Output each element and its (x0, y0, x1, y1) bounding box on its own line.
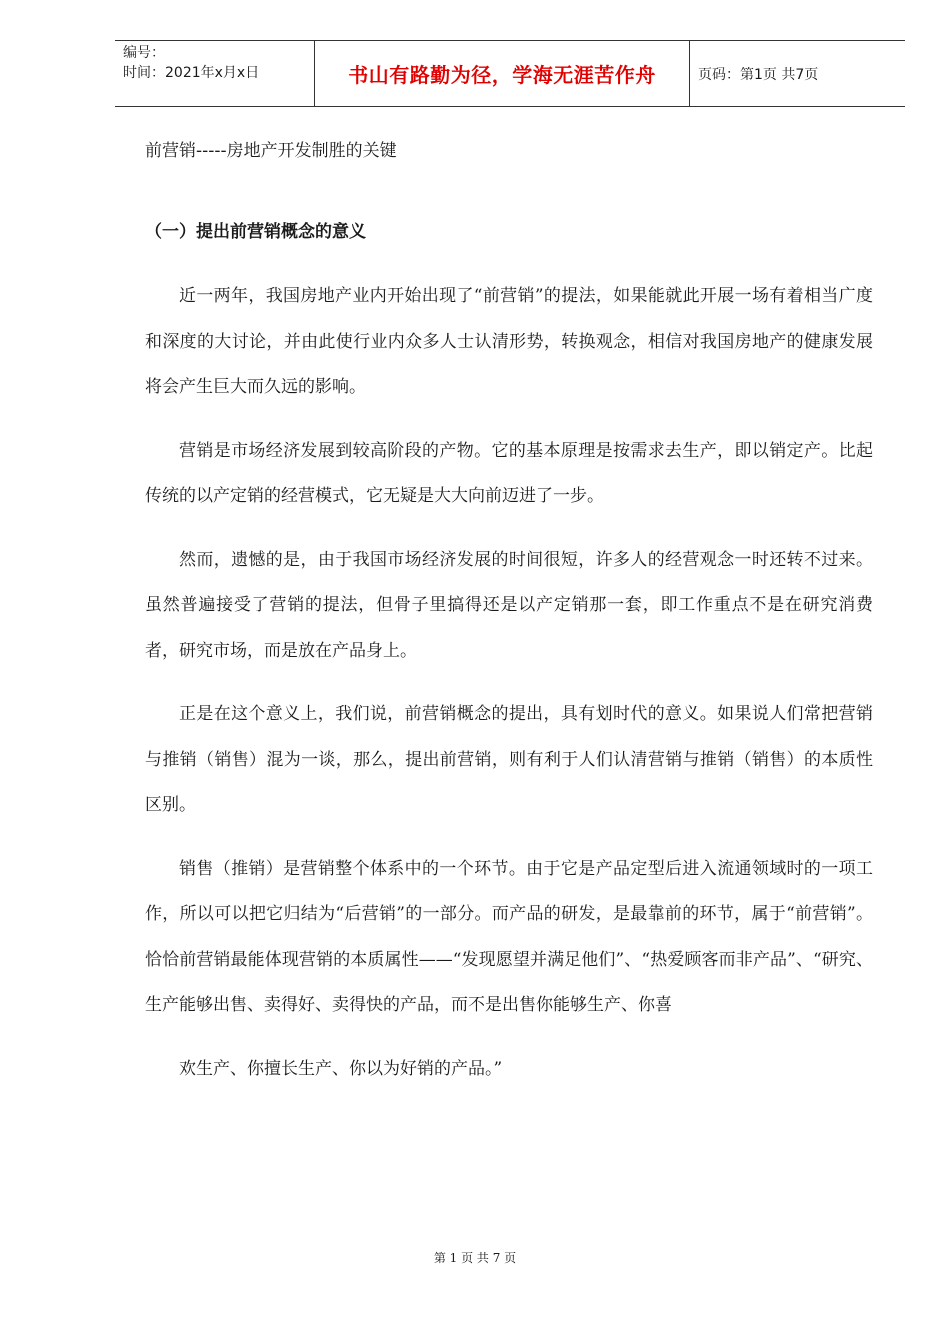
paragraph: 欢生产、你擅长生产、你以为好销的产品。” (179, 1058, 503, 1079)
page-footer: 第 1 页 共 7 页 (433, 1251, 517, 1265)
paragraph: 然而，遗憾的是，由于我国市场经济发展的时间很短，许多人的经营观念一时还转不过来。虽然普遍接受了营销的提法，但骨子里搞得还是以产定销那一套，即工作重点不是在研究消费者，研究市场，而是放在产品身上。 (145, 549, 873, 661)
document-title: 前营销-----房地产开发制胜的关键 (145, 141, 397, 161)
document-body (145, 274, 873, 1110)
header-meta (115, 41, 315, 106)
paragraph: 营销是市场经济发展到较高阶段的产物。它的基本原理是按需求去生产，即以销定产。比起传统的以产定销的经营模式，它无疑是大大向前迈进了一步。 (145, 440, 873, 506)
page-header (115, 40, 905, 107)
paragraph: 销售（推销）是营销整个体系中的一个环节。由于它是产品定型后进入流通领域时的一项工作，所以可以把它归结为“后营销”的一部分。而产品的研发，是最靠前的环节，属于“前营销”。恰恰前营销最能体现营销的本质属性——“发现愿望并满足他们”、“热爱顾客而非产品”、“研究、生产能够出售、卖得好、卖得快的产品，而不是出售你能够生产、你喜 (145, 858, 873, 1015)
document-time-label: 时间：2021年x月x日 (123, 65, 260, 81)
paragraph: 近一两年，我国房地产业内开始出现了“前营销”的提法，如果能就此开展一场有着相当广度和深度的大讨论，并由此使行业内众多人士认清形势，转换观念，相信对我国房地产的健康发展将会产生巨大而久远的影响。 (145, 286, 873, 397)
paragraph: 正是在这个意义上，我们说，前营销概念的提出，具有划时代的意义。如果说人们常把营销与推销（销售）混为一谈，那么，提出前营销，则有利于人们认清营销与推销（销售）的本质性区别。 (145, 704, 873, 815)
header-page-info: 页码：第1页 共7页 (698, 66, 819, 83)
section-heading: （一）提出前营销概念的意义 (145, 222, 366, 242)
header-motto: 书山有路勤为径，学海无涯苦作舟 (315, 41, 690, 106)
document-number-label: 编号： (123, 45, 165, 61)
